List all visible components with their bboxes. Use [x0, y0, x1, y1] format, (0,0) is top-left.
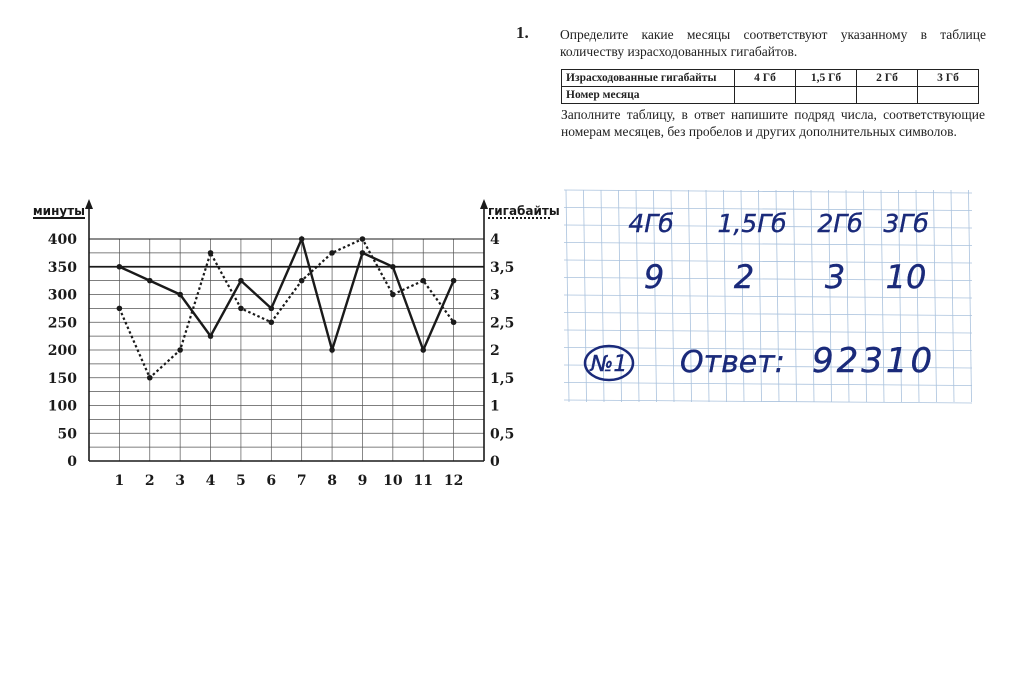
y-tick-label-right: 0 — [490, 454, 500, 470]
x-tick-label: 12 — [443, 473, 464, 489]
data-point-gigabytes — [238, 306, 244, 312]
paper-grid-line — [564, 243, 972, 246]
table-header-gb: Израсходованные гигабайты — [562, 70, 735, 87]
table-cell — [735, 87, 796, 104]
y-tick-label-left: 50 — [57, 426, 77, 443]
data-point-gigabytes — [360, 236, 366, 242]
data-point-minutes — [147, 278, 153, 284]
left-axis-arrow — [85, 199, 93, 209]
table-cell: 3 Гб — [918, 70, 979, 87]
task-instruction: Заполните таблицу, в ответ напишите подряд числа, соответствующие номерам месяцев, без пробелов и других дополнительных символов. — [561, 107, 985, 139]
table-header-month: Номер месяца — [562, 87, 735, 104]
y-tick-label-left: 400 — [47, 232, 77, 248]
data-point-minutes — [117, 264, 123, 270]
table-row — [562, 70, 979, 87]
y-tick-label-left: 100 — [47, 398, 77, 415]
y-tick-label-left: 250 — [47, 315, 77, 332]
table-cell: 4 Гб — [735, 70, 796, 87]
task-number: 1. — [516, 23, 529, 42]
table-cell: 1,5 Гб — [796, 70, 857, 87]
handwritten-month: 3 — [824, 258, 846, 296]
data-point-minutes — [208, 333, 214, 339]
data-point-gigabytes — [147, 375, 153, 381]
handwritten-task-label: №1 — [590, 352, 628, 377]
data-point-minutes — [238, 278, 244, 284]
x-tick-label: 8 — [327, 473, 337, 489]
y-tick-label-right: 3,5 — [490, 259, 515, 276]
data-point-minutes — [329, 347, 335, 353]
y-tick-label-left: 0 — [67, 454, 77, 470]
handwritten-month: 9 — [643, 258, 665, 296]
handwritten-month: 2 — [733, 258, 755, 296]
x-tick-label: 2 — [144, 473, 155, 489]
y-tick-label-right: 1 — [490, 398, 500, 415]
data-point-minutes — [451, 278, 457, 284]
task-question: Определите какие месяцы соответствуют указанному в таблице количеству израсходованных гигабайтов. — [560, 27, 986, 59]
x-tick-label: 6 — [266, 473, 277, 489]
x-tick-label: 11 — [413, 473, 433, 489]
data-point-gigabytes — [269, 319, 275, 325]
x-tick-label: 1 — [114, 473, 125, 489]
table-cell: 2 Гб — [857, 70, 918, 87]
right-axis-label: гигабайты — [488, 204, 560, 218]
paper-grid-line — [564, 190, 972, 193]
handwritten-answer-label: Ответ: — [680, 345, 785, 380]
right-axis-arrow — [480, 199, 488, 209]
answer-table — [561, 69, 979, 104]
y-tick-label-left: 350 — [47, 259, 77, 276]
handwritten-answer-photo — [556, 180, 976, 410]
y-tick-label-right: 4 — [490, 232, 500, 248]
left-axis-label: минуты — [32, 204, 85, 218]
data-point-minutes — [177, 292, 183, 298]
data-point-gigabytes — [177, 347, 183, 353]
data-point-minutes — [390, 264, 396, 270]
paper-grid-line — [951, 190, 954, 402]
x-tick-label: 9 — [357, 473, 368, 489]
data-point-minutes — [360, 250, 366, 256]
table-cell — [857, 87, 918, 104]
data-point-gigabytes — [390, 292, 396, 298]
paper-grid-line — [969, 190, 972, 402]
x-tick-label: 4 — [205, 473, 216, 489]
y-tick-label-right: 0,5 — [490, 426, 515, 443]
data-point-gigabytes — [420, 278, 426, 284]
paper-grid-line — [564, 400, 972, 403]
paper-grid-line — [564, 330, 972, 333]
data-point-minutes — [420, 347, 426, 353]
handwritten-gb-label: 3Гб — [883, 209, 929, 238]
x-tick-label: 3 — [175, 473, 186, 489]
line-chart — [0, 190, 560, 690]
paper-grid-line — [564, 383, 972, 386]
handwritten-month: 10 — [885, 258, 927, 296]
x-tick-label: 5 — [236, 473, 246, 489]
paper-grid-line — [566, 190, 569, 402]
data-point-gigabytes — [117, 306, 123, 312]
data-point-gigabytes — [451, 319, 457, 325]
table-row — [562, 87, 979, 104]
y-tick-label-left: 150 — [47, 370, 77, 387]
table-cell — [796, 87, 857, 104]
data-point-minutes — [299, 236, 305, 242]
data-point-gigabytes — [329, 250, 335, 256]
y-tick-label-right: 2 — [490, 343, 500, 359]
y-tick-label-left: 300 — [47, 287, 77, 304]
handwritten-gb-label: 4Гб — [628, 209, 674, 238]
handwritten-gb-label: 2Гб — [817, 209, 863, 238]
y-tick-label-right: 2,5 — [490, 315, 515, 332]
paper-grid-line — [794, 190, 797, 402]
handwritten-answer-value: 92310 — [812, 341, 936, 381]
y-tick-label-right: 1,5 — [490, 370, 515, 387]
y-tick-label-right: 3 — [490, 287, 500, 304]
data-point-gigabytes — [208, 250, 214, 256]
x-tick-label: 7 — [296, 473, 307, 489]
paper-grid-line — [564, 313, 972, 316]
data-point-minutes — [269, 306, 275, 312]
handwritten-gb-label: 1,5Гб — [717, 209, 787, 238]
x-tick-label: 10 — [383, 473, 403, 489]
y-tick-label-left: 200 — [47, 343, 77, 359]
table-cell — [918, 87, 979, 104]
data-point-gigabytes — [299, 278, 305, 284]
